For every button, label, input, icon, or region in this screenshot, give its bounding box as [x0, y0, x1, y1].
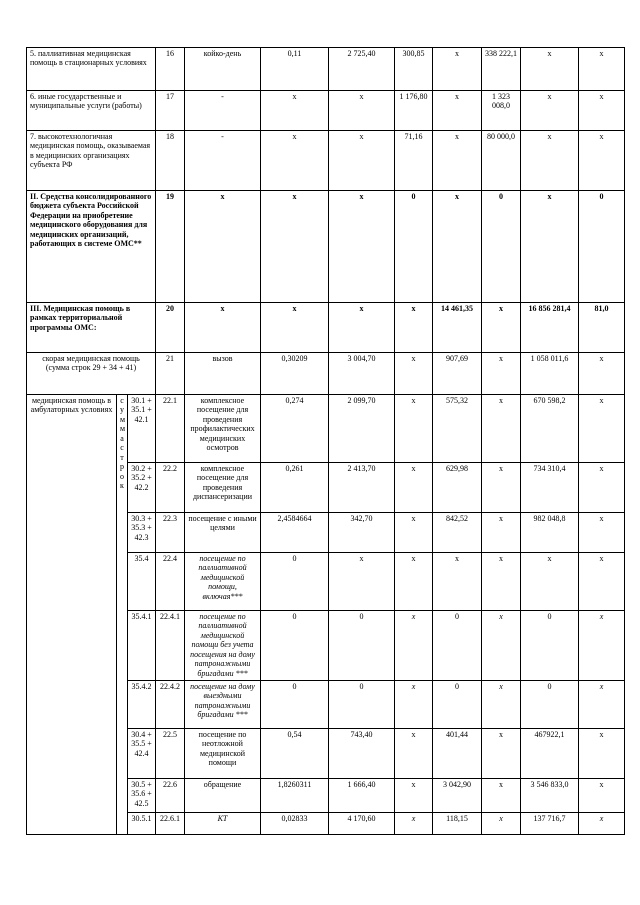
value-cell: 734 310,4 — [521, 463, 579, 513]
ambulatory-label: медицинская помощь в амбулаторных условиях — [27, 395, 117, 835]
line-number: 21 — [156, 353, 185, 395]
ref-lines: 35.4.2 — [128, 681, 156, 729]
ref-lines: 30.2 + 35.2 + 42.2 — [128, 463, 156, 513]
value-cell: x — [482, 813, 521, 835]
value-cell: x — [395, 353, 433, 395]
value-cell: x — [521, 48, 579, 91]
value-cell: 0 — [482, 191, 521, 303]
value-cell: 3 042,90 — [433, 779, 482, 813]
value-cell: 16 856 281,4 — [521, 303, 579, 353]
unit-cell: посещение с иными целями — [185, 513, 261, 553]
value-cell: 71,16 — [395, 131, 433, 191]
value-cell: x — [579, 513, 625, 553]
vertical-text: с у м м а с т р о к — [120, 396, 126, 490]
value-cell: 0 — [395, 191, 433, 303]
value-cell: 1 176,80 — [395, 91, 433, 131]
value-cell: x — [329, 553, 395, 611]
line-number: 22.4 — [156, 553, 185, 611]
row-name: II. Средства консолидированного бюджета субъекта Российской Федерации на приобретение медицинского оборудования для медицинских организаций, работающих в системе ОМС** — [27, 191, 156, 303]
ref-lines: 30.5 + 35.6 + 42.5 — [128, 779, 156, 813]
value-cell: x — [482, 553, 521, 611]
value-cell: 467922,1 — [521, 729, 579, 779]
unit-cell: комплексное посещение для проведения профилактических медицинских осмотров — [185, 395, 261, 463]
value-cell: 629,98 — [433, 463, 482, 513]
line-number: 18 — [156, 131, 185, 191]
value-cell: 0 — [261, 553, 329, 611]
line-number: 19 — [156, 191, 185, 303]
value-cell: x — [395, 303, 433, 353]
table-row — [27, 395, 625, 463]
value-cell: 982 048,8 — [521, 513, 579, 553]
value-cell: 300,85 — [395, 48, 433, 91]
unit-cell: вызов — [185, 353, 261, 395]
value-cell: x — [329, 191, 395, 303]
value-cell: 81,0 — [579, 303, 625, 353]
row-name: 6. иные государственные и муниципальные услуги (работы) — [27, 91, 156, 131]
value-cell: 338 222,1 — [482, 48, 521, 91]
unit-cell: посещение на дому выездными патронажными бригадами *** — [185, 681, 261, 729]
unit-cell: посещение по неотложной медицинской помощи — [185, 729, 261, 779]
line-number: 22.6.1 — [156, 813, 185, 835]
value-cell: x — [261, 303, 329, 353]
value-cell: x — [482, 395, 521, 463]
value-cell: x — [433, 191, 482, 303]
value-cell: x — [261, 91, 329, 131]
value-cell: x — [395, 681, 433, 729]
value-cell: 14 461,35 — [433, 303, 482, 353]
sum-of-lines-label — [117, 395, 128, 835]
value-cell: x — [579, 91, 625, 131]
value-cell: x — [482, 681, 521, 729]
value-cell: 2,4584664 — [261, 513, 329, 553]
value-cell: 0,30209 — [261, 353, 329, 395]
value-cell: 342,70 — [329, 513, 395, 553]
value-cell: x — [329, 303, 395, 353]
value-cell: 0 — [521, 681, 579, 729]
line-number: 22.6 — [156, 779, 185, 813]
value-cell: 1,8260311 — [261, 779, 329, 813]
row-name: III. Медицинская помощь в рамках территориальной программы ОМС: — [27, 303, 156, 353]
value-cell: 118,15 — [433, 813, 482, 835]
value-cell: 842,52 — [433, 513, 482, 553]
value-cell: x — [482, 779, 521, 813]
value-cell: x — [579, 553, 625, 611]
value-cell: 670 598,2 — [521, 395, 579, 463]
value-cell: 0 — [261, 611, 329, 681]
table-row — [27, 303, 625, 353]
value-cell: x — [395, 553, 433, 611]
table-row — [27, 48, 625, 91]
value-cell: x — [521, 553, 579, 611]
value-cell: x — [395, 395, 433, 463]
value-cell: x — [579, 353, 625, 395]
value-cell: x — [482, 513, 521, 553]
value-cell: 2 099,70 — [329, 395, 395, 463]
unit-cell: x — [185, 303, 261, 353]
value-cell: x — [579, 729, 625, 779]
value-cell: 575,32 — [433, 395, 482, 463]
line-number: 22.3 — [156, 513, 185, 553]
line-number: 17 — [156, 91, 185, 131]
value-cell: 0,54 — [261, 729, 329, 779]
value-cell: x — [433, 131, 482, 191]
value-cell: x — [329, 131, 395, 191]
value-cell: 3 004,70 — [329, 353, 395, 395]
value-cell: 2 413,70 — [329, 463, 395, 513]
value-cell: x — [482, 729, 521, 779]
financing-table — [26, 47, 625, 835]
value-cell: 3 546 833,0 — [521, 779, 579, 813]
ref-lines: 30.4 + 35.5 + 42.4 — [128, 729, 156, 779]
line-number: 22.4.2 — [156, 681, 185, 729]
value-cell: 0 — [521, 611, 579, 681]
value-cell: x — [395, 513, 433, 553]
value-cell: x — [395, 729, 433, 779]
value-cell: x — [261, 131, 329, 191]
value-cell: x — [579, 463, 625, 513]
value-cell: x — [521, 191, 579, 303]
value-cell: 743,40 — [329, 729, 395, 779]
unit-cell: КТ — [185, 813, 261, 835]
ref-lines: 30.3 + 35.3 + 42.3 — [128, 513, 156, 553]
value-cell: 0 — [433, 611, 482, 681]
value-cell: 0 — [579, 191, 625, 303]
value-cell: x — [395, 779, 433, 813]
line-number: 22.1 — [156, 395, 185, 463]
value-cell: x — [395, 611, 433, 681]
value-cell: 1 058 011,6 — [521, 353, 579, 395]
value-cell: x — [579, 131, 625, 191]
unit-cell: - — [185, 131, 261, 191]
table-row — [27, 91, 625, 131]
value-cell: x — [521, 91, 579, 131]
value-cell: x — [482, 353, 521, 395]
value-cell: x — [482, 303, 521, 353]
value-cell: 0,02833 — [261, 813, 329, 835]
value-cell: 401,44 — [433, 729, 482, 779]
line-number: 22.4.1 — [156, 611, 185, 681]
value-cell: x — [482, 463, 521, 513]
line-number: 22.5 — [156, 729, 185, 779]
value-cell: 0 — [329, 611, 395, 681]
table-row — [27, 191, 625, 303]
value-cell: x — [395, 813, 433, 835]
value-cell: x — [521, 131, 579, 191]
value-cell: x — [261, 191, 329, 303]
value-cell: x — [579, 611, 625, 681]
value-cell: 0,261 — [261, 463, 329, 513]
value-cell: 80 000,0 — [482, 131, 521, 191]
ref-lines: 35.4.1 — [128, 611, 156, 681]
value-cell: 2 725,40 — [329, 48, 395, 91]
value-cell: x — [482, 611, 521, 681]
row-name: 5. паллиативная медицинская помощь в стационарных условиях — [27, 48, 156, 91]
row-name: скорая медицинская помощь (сумма строк 29 + 34 + 41) — [27, 353, 156, 395]
unit-cell: x — [185, 191, 261, 303]
line-number: 22.2 — [156, 463, 185, 513]
value-cell: 0 — [433, 681, 482, 729]
ref-lines: 35.4 — [128, 553, 156, 611]
unit-cell: посещение по паллиативной медицинской помощи без учета посещения на дому патронажными бригадами *** — [185, 611, 261, 681]
row-name: 7. высокотехнологичная медицинская помощь, оказываемая в медицинских организациях субъекта РФ — [27, 131, 156, 191]
value-cell: 0,274 — [261, 395, 329, 463]
value-cell: 0 — [261, 681, 329, 729]
table-row — [27, 131, 625, 191]
value-cell: x — [433, 91, 482, 131]
value-cell: x — [579, 813, 625, 835]
value-cell: x — [433, 553, 482, 611]
ref-lines: 30.5.1 — [128, 813, 156, 835]
value-cell: 4 170,60 — [329, 813, 395, 835]
value-cell: x — [395, 463, 433, 513]
value-cell: 137 716,7 — [521, 813, 579, 835]
value-cell: x — [579, 48, 625, 91]
value-cell: 907,69 — [433, 353, 482, 395]
value-cell: 1 666,40 — [329, 779, 395, 813]
unit-cell: посещение по паллиативной медицинской помощи, включая*** — [185, 553, 261, 611]
line-number: 16 — [156, 48, 185, 91]
table-row — [27, 353, 625, 395]
value-cell: 1 323 008,0 — [482, 91, 521, 131]
value-cell: x — [329, 91, 395, 131]
value-cell: 0,11 — [261, 48, 329, 91]
value-cell: x — [579, 395, 625, 463]
value-cell: x — [579, 681, 625, 729]
value-cell: x — [433, 48, 482, 91]
value-cell: 0 — [329, 681, 395, 729]
unit-cell: койко-день — [185, 48, 261, 91]
unit-cell: обращение — [185, 779, 261, 813]
unit-cell: - — [185, 91, 261, 131]
line-number: 20 — [156, 303, 185, 353]
unit-cell: комплексное посещение для проведения диспансеризации — [185, 463, 261, 513]
value-cell: x — [579, 779, 625, 813]
ref-lines: 30.1 + 35.1 + 42.1 — [128, 395, 156, 463]
